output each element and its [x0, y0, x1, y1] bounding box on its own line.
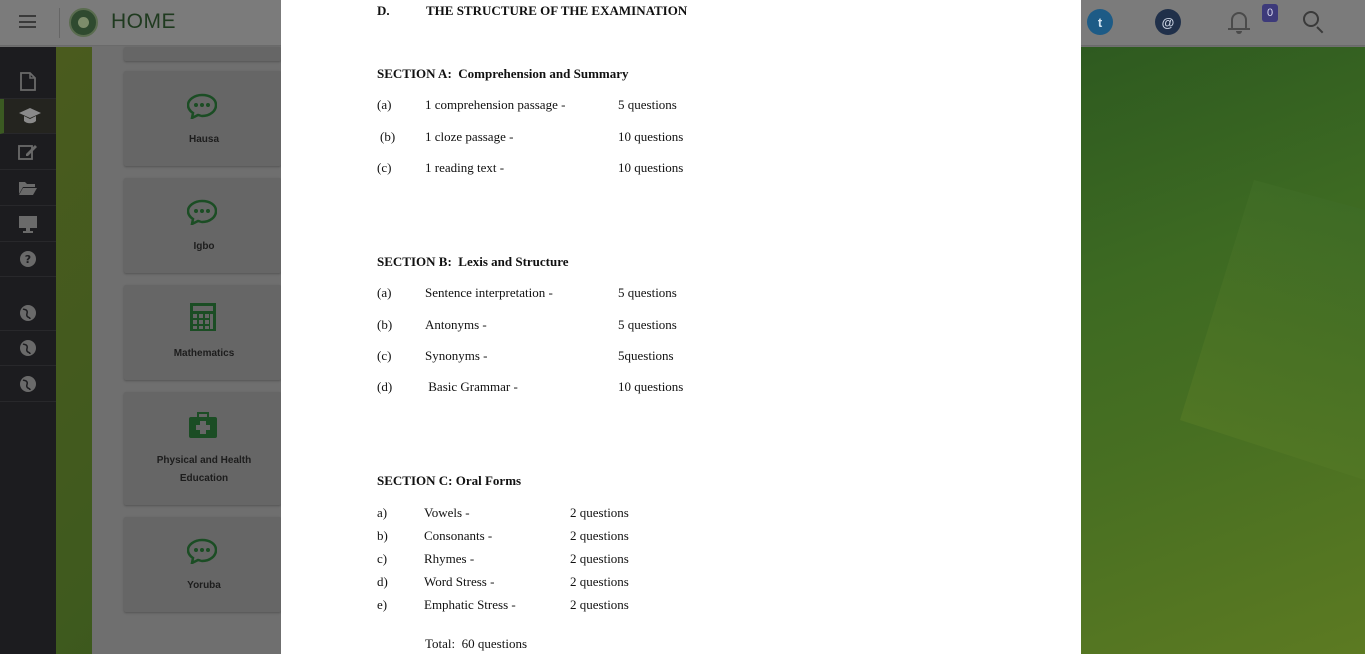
row-index: a)	[377, 505, 388, 520]
sidebar	[0, 47, 56, 654]
row-quantity: 5questions	[618, 348, 674, 363]
row-item: Sentence interpretation -	[425, 285, 553, 300]
row-quantity: 2 questions	[570, 505, 629, 520]
row-index: (a)	[377, 97, 392, 112]
notification-count-badge: 0	[1262, 4, 1278, 22]
edit-icon	[18, 143, 38, 161]
row-quantity: 5 questions	[618, 285, 677, 300]
row-index: c)	[377, 551, 388, 566]
page-title: HOME	[111, 10, 176, 33]
subject-card-igbo[interactable]	[124, 178, 281, 273]
document-icon	[20, 72, 36, 91]
row-index: (b)	[377, 317, 393, 332]
row-item: Rhymes -	[424, 551, 475, 566]
sidebar-item-screen[interactable]	[0, 207, 56, 242]
sidebar-item-globe-2[interactable]	[0, 331, 56, 366]
calculator-icon	[189, 302, 217, 332]
row-index: b)	[377, 528, 388, 543]
folder-open-icon	[18, 180, 38, 196]
sidebar-item-edit[interactable]	[0, 135, 56, 170]
row-quantity: 2 questions	[570, 551, 629, 566]
row-item: Consonants -	[424, 528, 493, 543]
sidebar-item-folders[interactable]	[0, 171, 56, 206]
row-quantity: 5 questions	[618, 97, 677, 112]
row-item: Vowels -	[424, 505, 470, 520]
monitor-icon	[18, 215, 38, 233]
subject-label-line2: Education	[179, 473, 229, 484]
search-icon[interactable]	[1303, 11, 1325, 33]
subject-label: Mathematics	[173, 348, 235, 359]
row-quantity: 2 questions	[570, 597, 629, 612]
sidebar-item-globe-1[interactable]	[0, 296, 56, 331]
globe-icon	[19, 339, 37, 357]
heading-letter: D.	[377, 3, 390, 18]
row-index: (a)	[377, 285, 392, 300]
row-index: (d)	[377, 379, 393, 394]
row-item: Emphatic Stress -	[424, 597, 516, 612]
subject-card-partial[interactable]	[124, 47, 281, 61]
sidebar-item-documents[interactable]	[0, 64, 56, 99]
sidebar-item-help[interactable]	[0, 242, 56, 277]
row-quantity: 10 questions	[618, 129, 684, 144]
help-icon	[19, 250, 37, 268]
row-quantity: 2 questions	[570, 528, 629, 543]
row-index: d)	[377, 574, 388, 589]
heading-title: THE STRUCTURE OF THE EXAMINATION	[426, 3, 688, 18]
row-quantity: 5 questions	[618, 317, 677, 332]
row-item: Antonyms -	[425, 317, 487, 332]
row-index: (c)	[377, 348, 392, 363]
chat-icon	[187, 538, 217, 564]
email-icon[interactable]: @	[1155, 9, 1181, 35]
row-index: (b)	[380, 129, 396, 144]
section-b-title: SECTION B: Lexis and Structure	[377, 254, 569, 269]
globe-icon	[19, 375, 37, 393]
subject-card-mathematics[interactable]	[124, 285, 281, 380]
row-item: 1 reading text -	[425, 160, 505, 175]
section-a-title: SECTION A: Comprehension and Summary	[377, 66, 629, 81]
globe-icon	[19, 304, 37, 322]
row-item: 1 cloze passage -	[425, 129, 514, 144]
row-index: (c)	[377, 160, 392, 175]
total-questions: Total: 60 questions	[425, 636, 528, 651]
subject-card-yoruba[interactable]	[124, 517, 281, 612]
chat-icon	[187, 93, 217, 119]
row-index: e)	[377, 597, 388, 612]
row-quantity: 10 questions	[618, 160, 684, 175]
menu-icon[interactable]	[19, 15, 36, 28]
topbar-divider	[59, 8, 60, 38]
row-item: 1 comprehension passage -	[425, 97, 566, 112]
school-logo[interactable]	[69, 8, 98, 37]
graduation-cap-icon	[18, 107, 42, 125]
subject-label: Hausa	[188, 134, 219, 145]
subject-label: Igbo	[193, 241, 215, 252]
twitter-icon[interactable]: t	[1087, 9, 1113, 35]
row-quantity: 10 questions	[618, 379, 684, 394]
subject-label: Physical and Health	[156, 455, 252, 466]
syllabus-document	[281, 0, 1081, 654]
svg-text:?: ?	[24, 253, 32, 266]
section-c-title: SECTION C: Oral Forms	[377, 473, 522, 488]
subject-card-hausa[interactable]	[124, 71, 281, 166]
sidebar-item-globe-3[interactable]	[0, 367, 56, 402]
row-item: Synonyms -	[425, 348, 488, 363]
subject-card-physical-health-education[interactable]	[124, 392, 281, 505]
row-quantity: 2 questions	[570, 574, 629, 589]
sidebar-item-courses[interactable]	[0, 99, 56, 134]
medical-kit-icon	[188, 412, 218, 439]
row-item: Word Stress -	[424, 574, 495, 589]
subject-label: Yoruba	[187, 580, 221, 591]
chat-icon	[187, 199, 217, 225]
notification-bell-icon[interactable]	[1228, 10, 1250, 34]
row-item: Basic Grammar -	[425, 379, 518, 394]
